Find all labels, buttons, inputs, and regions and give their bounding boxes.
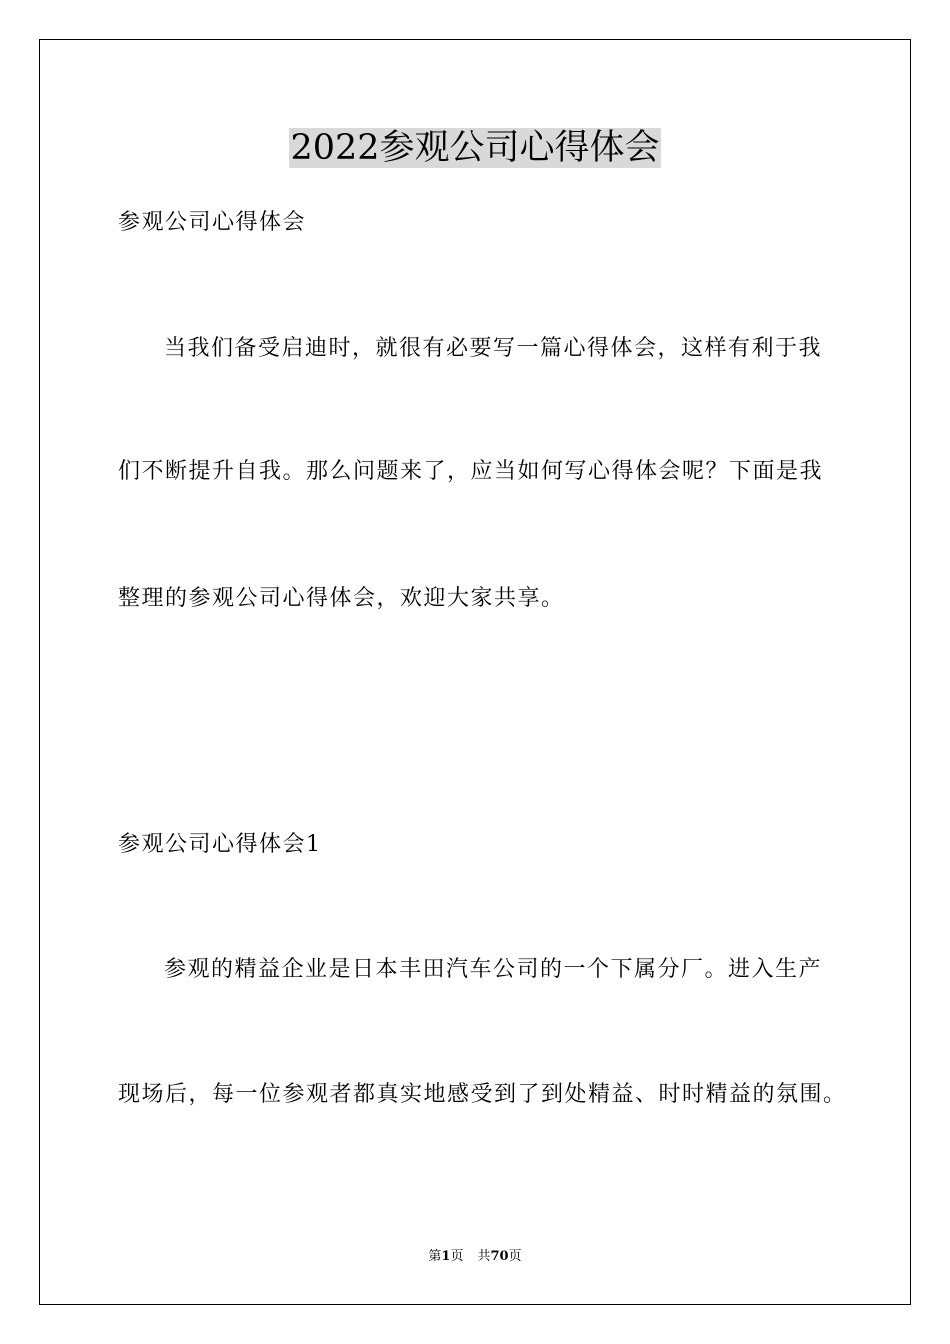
paragraph-line: 现场后，每一位参观者都真实地感受到了到处精益、时时精益的氛围。 (118, 1082, 847, 1107)
page-footer (0, 1248, 950, 1266)
paragraph-line: 们不断提升自我。那么问题来了，应当如何写心得体会呢？下面是我 (118, 459, 824, 484)
footer-total-suffix: 页 (508, 1249, 522, 1264)
document-title (0, 126, 950, 170)
footer-page-prefix: 第 (428, 1249, 442, 1264)
footer-page-suffix: 页 (450, 1249, 464, 1264)
footer-total-pages: 70 (490, 1249, 509, 1264)
document-title-text: 2022参观公司心得体会 (290, 128, 660, 168)
section-heading: 参观公司心得体会1 (118, 832, 322, 857)
footer-total-prefix: 共 (477, 1249, 491, 1264)
footer-page-number: 1 (441, 1249, 451, 1264)
section-heading: 参观公司心得体会 (118, 210, 307, 235)
paragraph-line: 参观的精益企业是日本丰田汽车公司的一个下属分厂。进入生产 (164, 957, 823, 982)
paragraph-line: 当我们备受启迪时，就很有必要写一篇心得体会，这样有利于我 (164, 336, 823, 361)
paragraph-line: 整理的参观公司心得体会，欢迎大家共享。 (118, 586, 565, 611)
